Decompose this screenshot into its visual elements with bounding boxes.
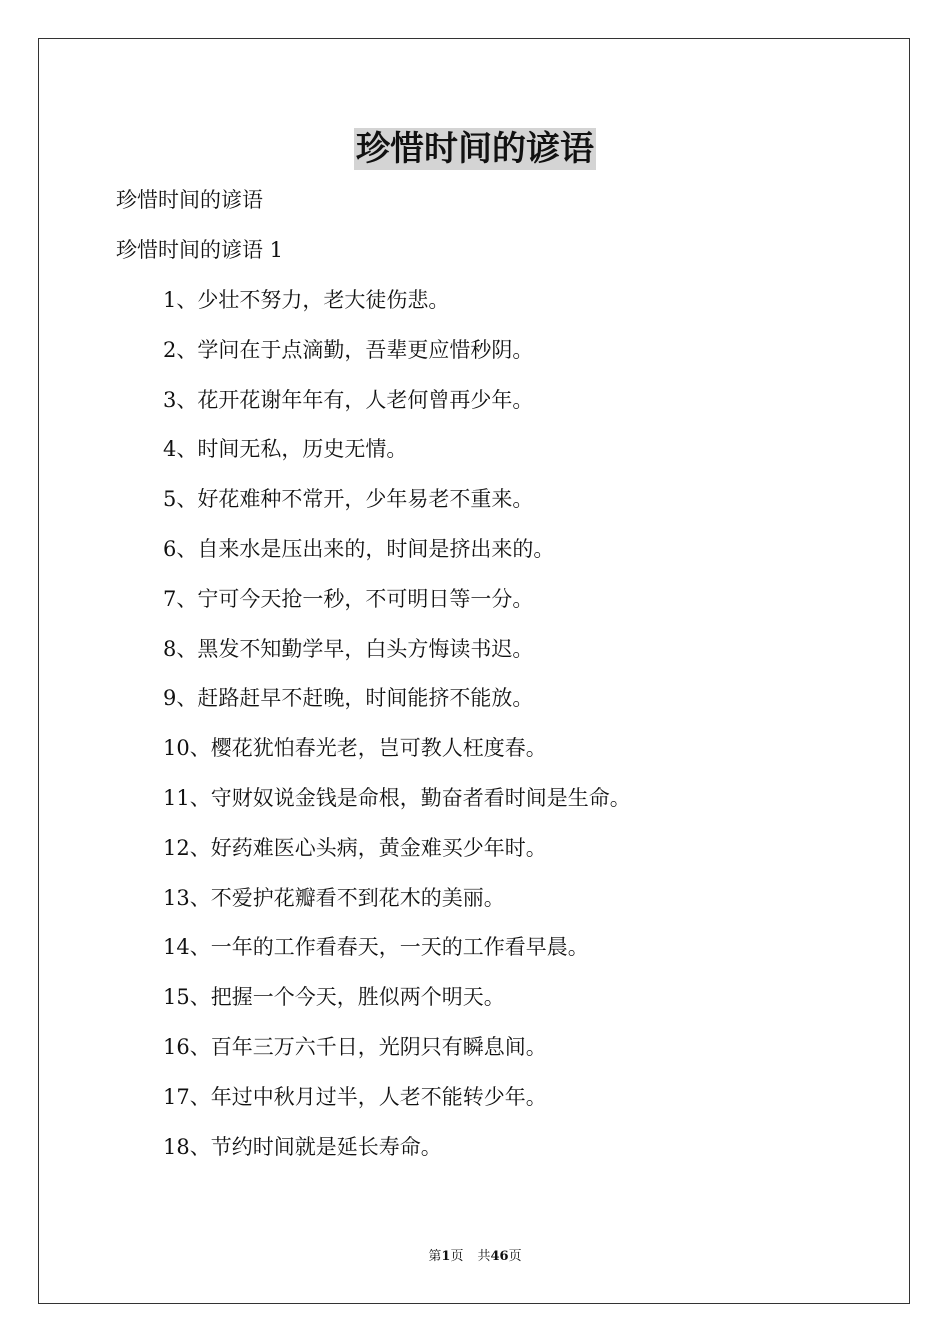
list-item: 6、自来水是压出来的，时间是挤出来的。 <box>163 536 555 561</box>
document-subtitle: 珍惜时间的谚语 <box>116 188 263 212</box>
list-item: 12、好药难医心头病，黄金难买少年时。 <box>163 835 547 860</box>
list-item: 1、少壮不努力，老大徒伤悲。 <box>163 288 450 312</box>
page-footer <box>0 1248 950 1266</box>
title-container <box>0 128 950 170</box>
list-item: 17、年过中秋月过半，人老不能转少年。 <box>163 1084 547 1109</box>
list-item: 10、樱花犹怕春光老，岂可教人枉度春。 <box>163 736 547 761</box>
list-item: 11、守财奴说金钱是命根，勤奋者看时间是生命。 <box>163 785 631 810</box>
section-heading: 珍惜时间的谚语 1 <box>116 238 284 262</box>
list-item: 4、时间无私，历史无情。 <box>163 437 408 462</box>
list-item: 2、学问在于点滴勤，吾辈更应惜秒阴。 <box>163 337 534 362</box>
list-item: 15、把握一个今天，胜似两个明天。 <box>163 985 505 1010</box>
list-item: 13、不爱护花瓣看不到花木的美丽。 <box>163 885 505 910</box>
document-title: 珍惜时间的谚语 <box>356 129 594 169</box>
page-number: 1 <box>441 1249 451 1264</box>
page-prefix: 第 <box>428 1249 442 1264</box>
list-item: 3、花开花谢年年有，人老何曾再少年。 <box>163 387 534 412</box>
list-item: 9、赶路赶早不赶晚，时间能挤不能放。 <box>163 686 534 711</box>
list-item: 18、节约时间就是延长寿命。 <box>163 1134 442 1159</box>
list-item: 7、宁可今天抢一秒，不可明日等一分。 <box>163 586 534 611</box>
total-pages: 46 <box>490 1249 509 1264</box>
total-suffix: 页 <box>508 1249 522 1264</box>
list-item: 5、好花难种不常开，少年易老不重来。 <box>163 487 534 512</box>
list-item: 14、一年的工作看春天，一天的工作看早晨。 <box>163 935 589 960</box>
list-item: 8、黑发不知勤学早，白头方悔读书迟。 <box>163 636 534 661</box>
total-prefix: 共 <box>477 1249 491 1264</box>
list-item: 16、百年三万六千日，光阴只有瞬息间。 <box>163 1034 547 1059</box>
proverb-list <box>163 286 631 1182</box>
page-suffix: 页 <box>450 1249 464 1264</box>
